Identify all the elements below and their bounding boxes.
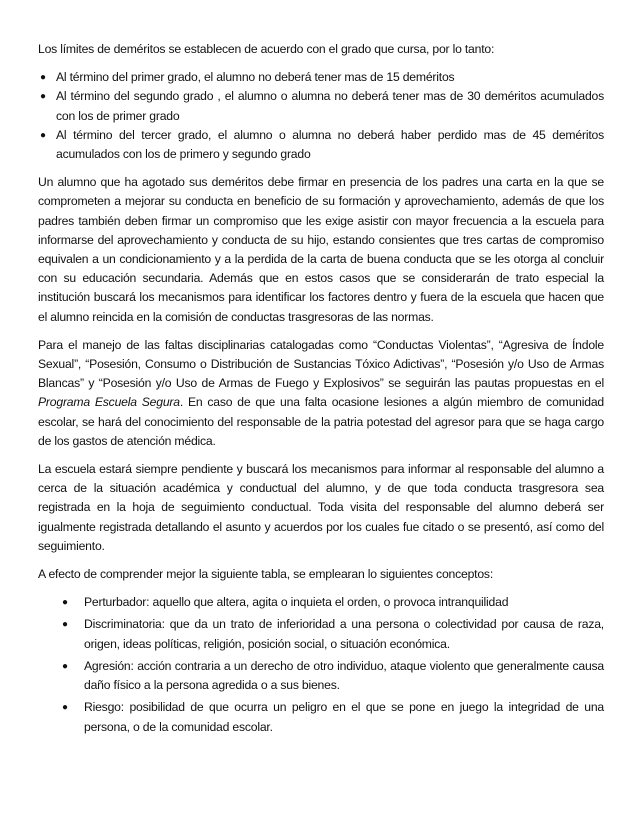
faltas-text-before: Para el manejo de las faltas disciplinarias catalogadas como “Conductas Violentas”, “Agresiva de Índole Sexual”, “Posesión, Consumo o Distribución de Sustancias Tóxico Adictivas”, “Posesión y/o Uso de Armas Blancas” y “Posesión y/o Uso de Armas de Fuego y Explosivos” se seguirán las pautas propuestas en el (38, 337, 604, 391)
intro-paragraph: Los límites de deméritos se establecen de acuerdo con el grado que cursa, por lo tanto: (38, 42, 495, 56)
bullet-icon: ● (62, 660, 68, 672)
bullet-icon: ● (40, 129, 46, 141)
bullet-icon: ● (62, 597, 68, 609)
bullet-icon: ● (40, 91, 46, 103)
definitions-list (38, 593, 604, 736)
document-page (38, 40, 604, 746)
bullet-icon: ● (40, 72, 46, 84)
list-item-text: Riesgo: posibilidad de que ocurra un peligro en el que se pone en juego la integridad de una persona, o de la comunidad escolar. (84, 700, 604, 734)
responsable-paragraph: La escuela estará siempre pendiente y buscará los mecanismos para informar al responsable del alumno a cerca de la situación académica y conductual del alumno, y de que toda conducta trasgresora sea registrada en la hoja de seguimiento conductual. Toda visita del responsable del alumno deberá ser igualmente registrada detallando el asunto y acuerdos por los cuales fue citado o se presentó, así como del seguimiento. (38, 462, 604, 553)
bullet-icon: ● (62, 702, 68, 714)
faltas-text-after: . En caso de que una falta ocasione lesiones a algún miembro de comunidad escolar, se hará del conocimiento del responsable de la patria potestad del agresor para que se haga cargo de los gastos de atención médica. (38, 395, 604, 448)
list-item (38, 126, 604, 164)
program-name: Programa Escuela Segura (38, 395, 180, 410)
conceptos-paragraph: A efecto de comprender mejor la siguiente tabla, se emplearan lo siguientes conceptos: (38, 567, 494, 582)
list-item-text: Agresión: acción contraria a un derecho de otro individuo, ataque violento que generalmente causa daño físico a la persona agredida o a sus bienes. (84, 658, 604, 693)
grade-limits-list (38, 68, 604, 164)
list-item (38, 698, 604, 736)
list-item (38, 68, 604, 87)
list-item-text: Al término del segundo grado , el alumno o alumna no deberá tener mas de 30 deméritos acumulados con los de primer grado (56, 89, 604, 123)
faltas-paragraph (38, 336, 604, 451)
list-item-text: Al término del tercer grado, el alumno o alumna no deberá haber perdido mas de 45 deméritos acumulados con los de primero y segundo grado (56, 127, 604, 162)
list-item-text: Al término del primer grado, el alumno no deberá tener mas de 15 deméritos (56, 70, 455, 85)
list-item-text: Discriminatoria: que da un trato de inferioridad a una persona o colectividad por causa de raza, origen, ideas políticas, religión, posición social, o situación económica. (84, 617, 604, 651)
list-item (38, 615, 604, 653)
carta-paragraph: Un alumno que ha agotado sus deméritos debe firmar en presencia de los padres una carta en la que se comprometen a mejorar su conducta en beneficio de su formación y aprovechamiento, además de que los padres también deben firmar un compromiso que les exige asistir con mayor frecuencia a la escuela para informarse del aprovechamiento y conducta de su hijo, estando consientes que tres cartas de compromiso equivalen a un condicionamiento y a la perdida de la carta de buena conducta que se les otorga al concluir con su educación secundaria. Además que en estos casos que se considerarán de trato especial la institución buscará los mecanismos para identificar los factores dentro y fuera de la escuela que hacen que el alumno reincida en la comisión de conductas trasgresoras de las normas. (38, 175, 604, 324)
list-item (38, 87, 604, 125)
bullet-icon: ● (62, 619, 68, 631)
list-item (38, 593, 604, 612)
list-item (38, 657, 604, 695)
list-item-text: Perturbador: aquello que altera, agita o inquieta el orden, o provoca intranquilidad (84, 595, 509, 610)
